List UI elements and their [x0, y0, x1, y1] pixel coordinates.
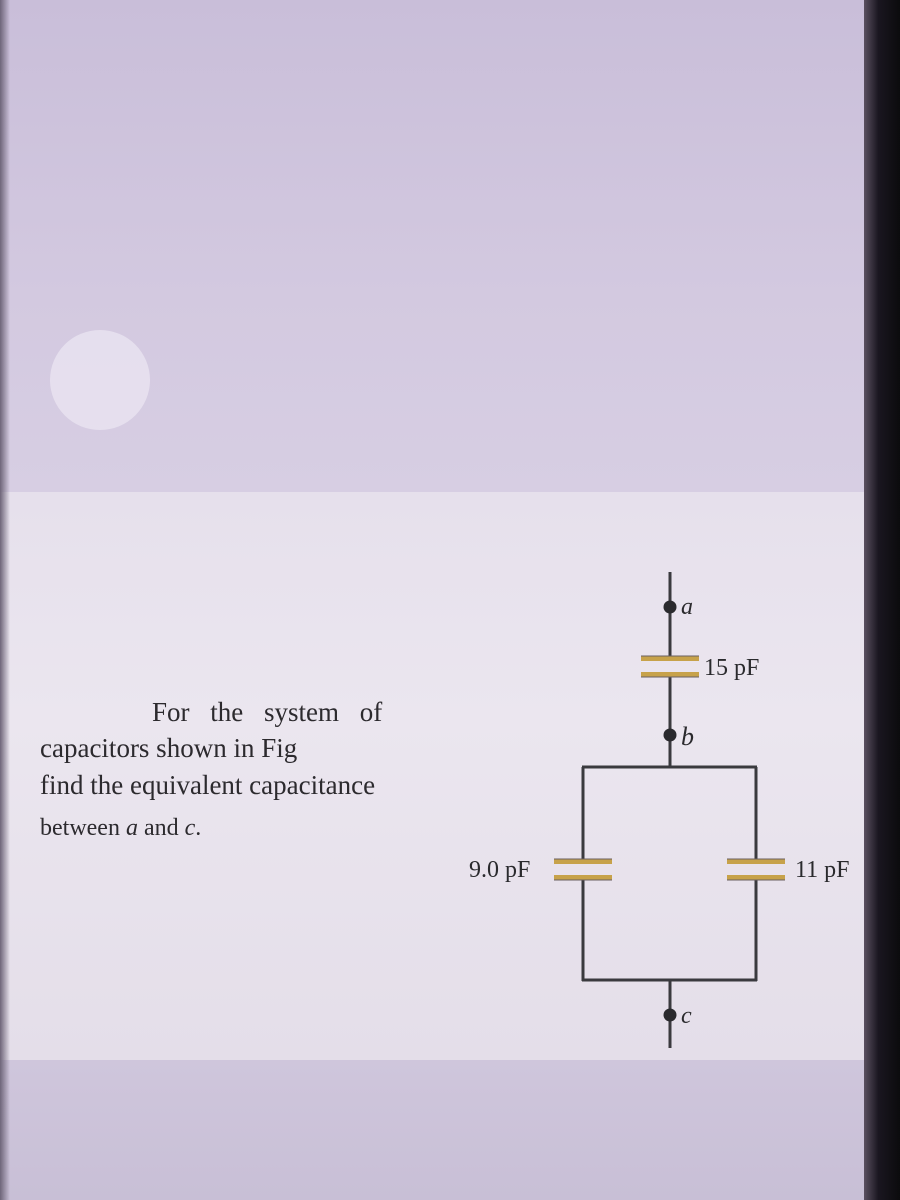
- node-b-label: b: [681, 722, 694, 751]
- node-c-label: c: [681, 1003, 692, 1029]
- node-a-label: a: [681, 594, 693, 620]
- capacitor-9pf-label: 9.0 pF: [469, 857, 531, 883]
- question-line-4-prefix: between: [40, 815, 126, 841]
- capacitor-11pf-plate-top: [727, 859, 785, 864]
- device-right-edge: [864, 0, 900, 1200]
- node-a-dot: [664, 601, 677, 614]
- capacitor-11pf-label: 11 pF: [795, 857, 850, 883]
- question-line-1: For the system of: [152, 697, 383, 727]
- capacitor-11pf: [727, 859, 785, 880]
- circuit-wires: [582, 572, 760, 1048]
- capacitor-15pf: [641, 656, 699, 677]
- question-line-3: find the equivalent capacitance: [40, 770, 376, 800]
- question-line-2: capacitors shown in Fig: [40, 733, 298, 763]
- capacitor-15pf-label: 15 pF: [704, 655, 760, 681]
- capacitor-9pf: [554, 859, 612, 880]
- capacitor-9pf-plate-top: [554, 859, 612, 864]
- question-line-4-end: .: [195, 815, 202, 841]
- node-b-dot: [664, 729, 677, 742]
- capacitor-11pf-plate-bottom: [727, 875, 785, 880]
- question-line-4-mid: and: [137, 815, 185, 841]
- question-node-a: a: [125, 815, 138, 841]
- capacitor-15pf-plate-top: [641, 656, 699, 661]
- node-c-dot: [664, 1009, 677, 1022]
- device-left-edge: [0, 0, 10, 1200]
- capacitor-15pf-plate-bottom: [641, 672, 699, 677]
- capacitor-9pf-plate-bottom: [554, 875, 612, 880]
- question-node-c: c: [184, 815, 196, 841]
